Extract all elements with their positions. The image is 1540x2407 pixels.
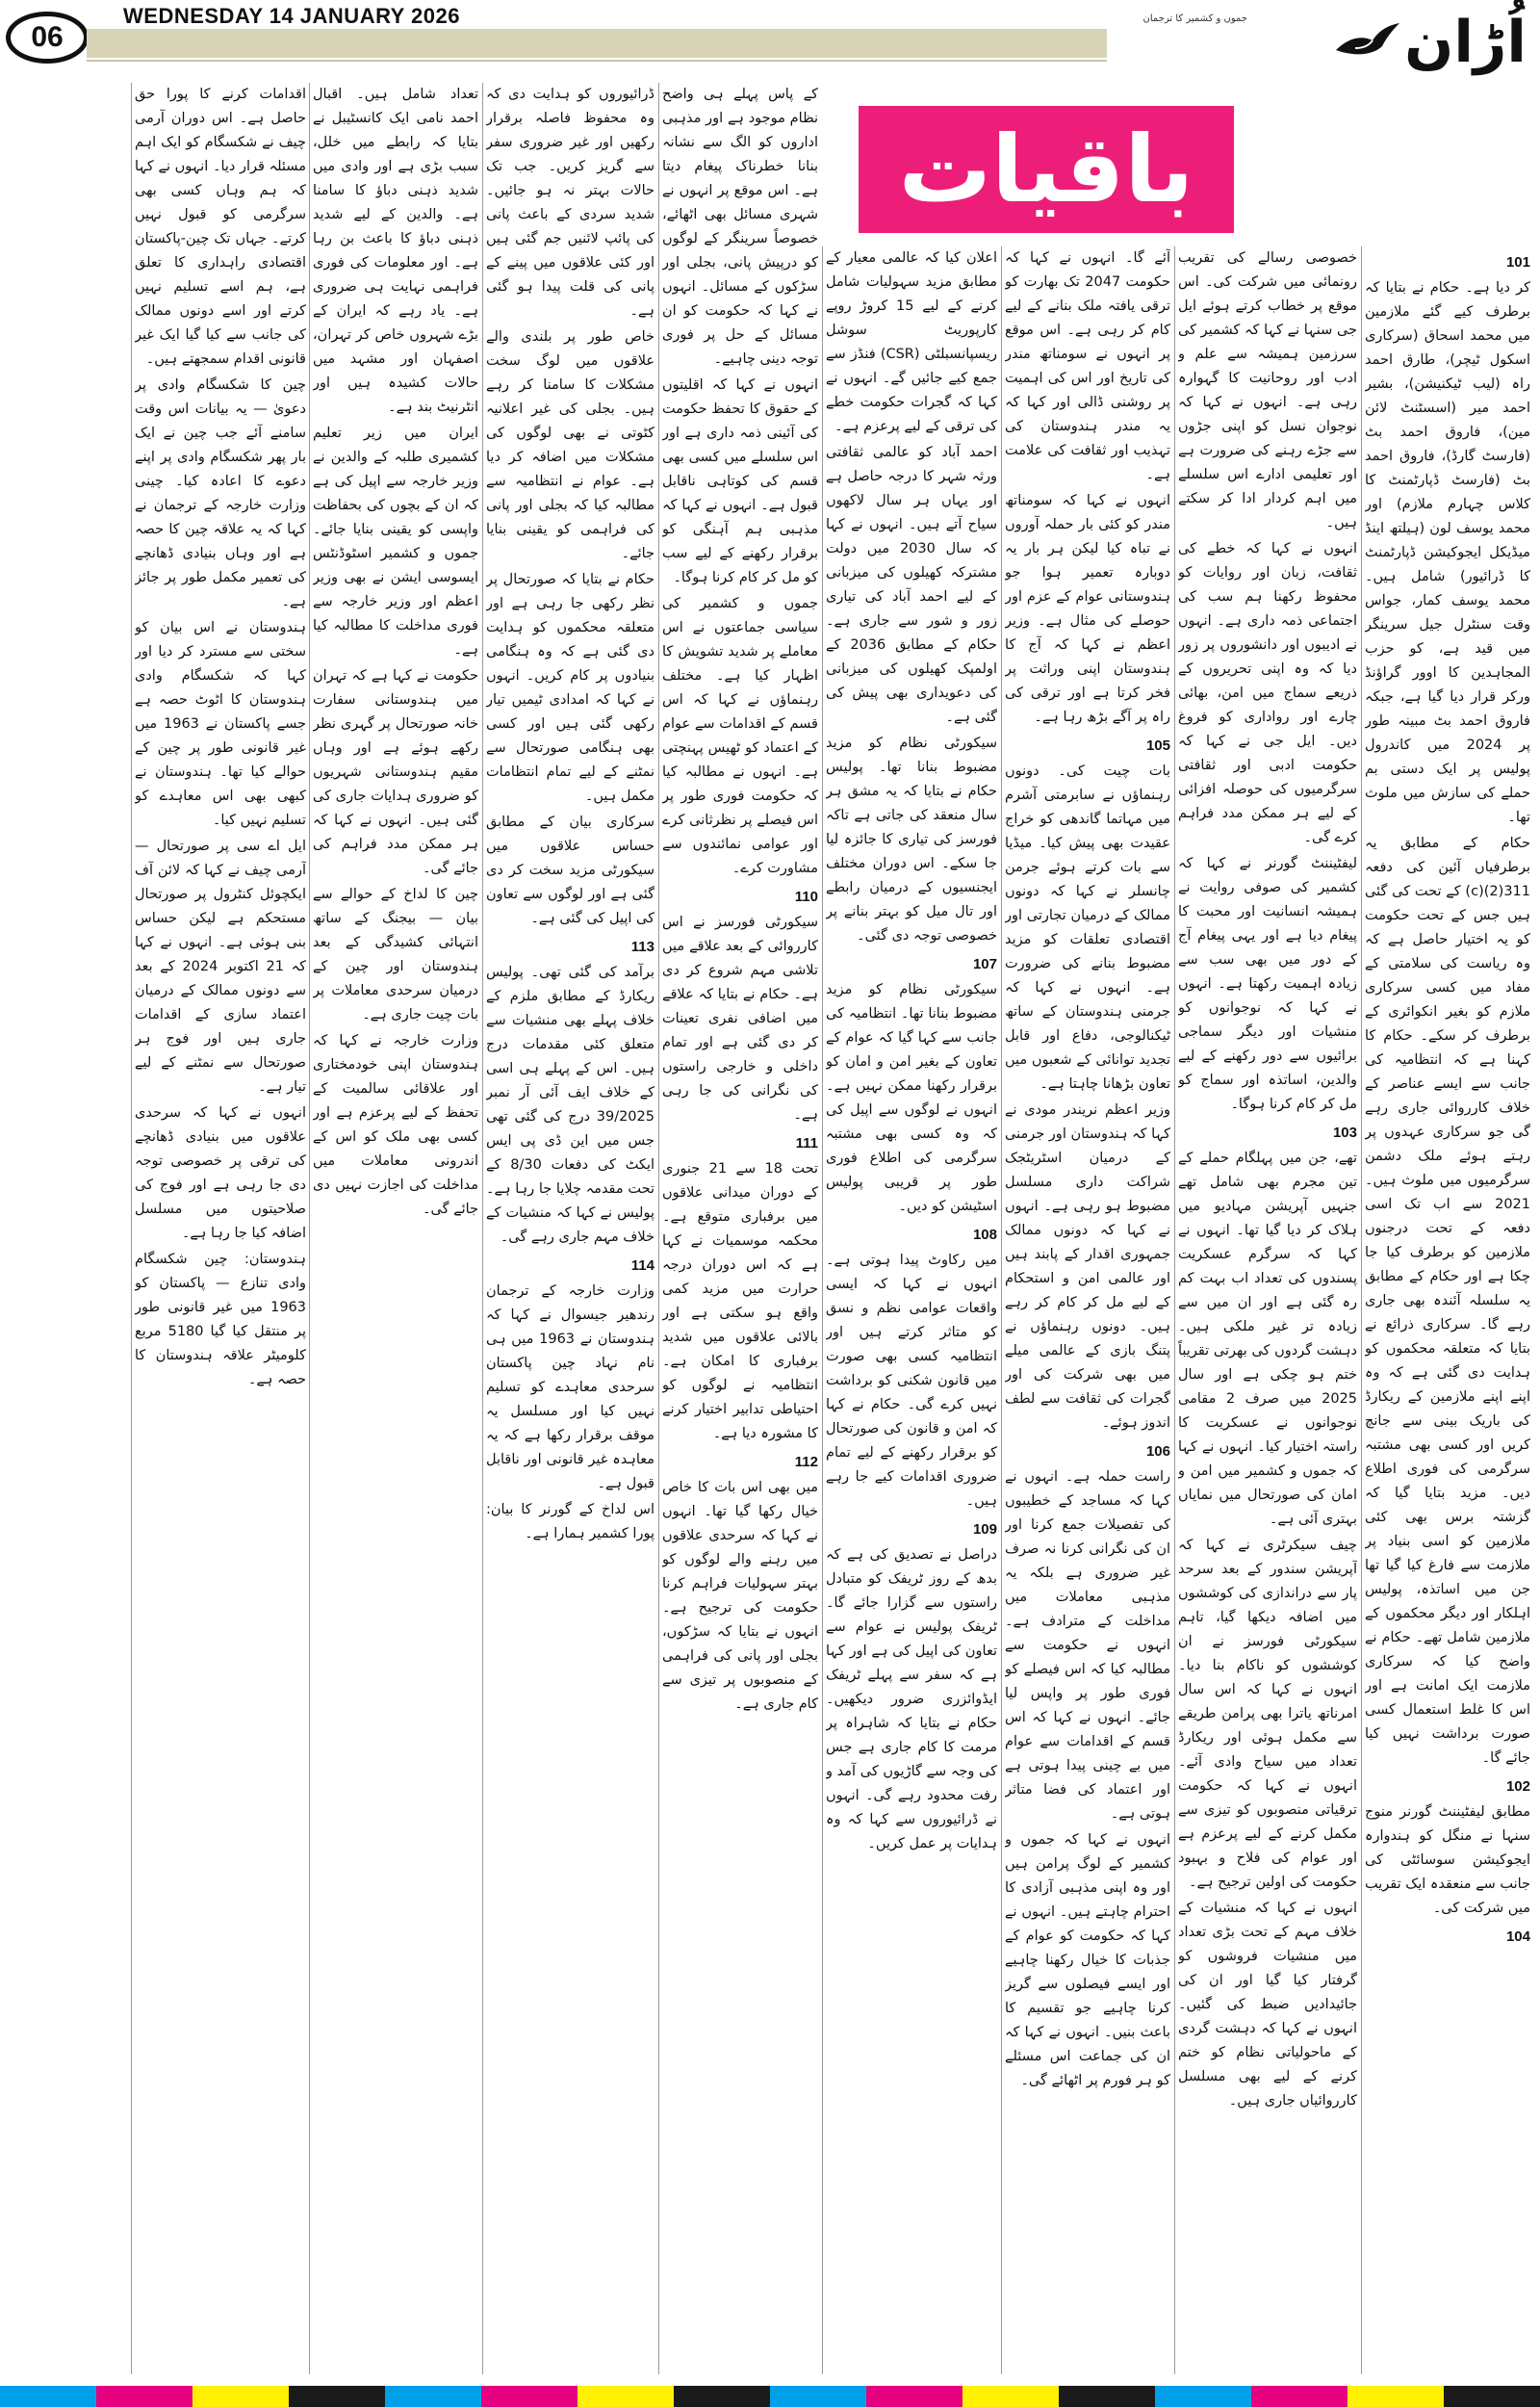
news-column	[1005, 246, 1170, 2374]
bird-icon	[1334, 21, 1401, 64]
article-paragraph: چین کا لداخ کے حوالے سے بیان — بیجنگ کے ساتھ انتہائی کشیدگی کے بعد ہندوستان اور چین کے درمیان سرحدی معاملات پر بات چیت جاری ہے۔	[313, 887, 478, 1022]
color-swatch	[1444, 2386, 1540, 2407]
column-rule	[658, 83, 659, 2374]
article-paragraph: جموں و کشمیر کی سیاسی جماعتوں نے اس معاملے پر شدید تشویش کا اظہار کیا ہے۔ مختلف رہنماؤں نے کہا کہ اس قسم کے اقدامات سے عوام کے اعتماد کو ٹھیس پہنچتی ہے۔ انہوں نے مطالبہ کیا کہ حکومت فوری طور پر اس فیصلے پر نظرثانی کرے اور عوامی نمائندوں سے مشاورت کرے۔	[662, 596, 818, 876]
article-paragraph: ہندوستان: چین شکسگام وادی تنازع — پاکستان کو 1963 میں غیر قانونی طور پر منتقل کیا گیا 5180 مربع کلومیٹر علاقہ ہندوستان کا حصہ ہے۔	[135, 1252, 306, 1387]
continuation-number: 107	[972, 956, 997, 972]
column-rule	[822, 246, 823, 2374]
article-paragraph: اعلان کیا کہ عالمی معیار کے مطابق مزید سہولیات شامل کرنے کے لیے 15 کروڑ روپے کارپوریٹ سوشل ریسپانسبلٹی (CSR) فنڈز سے جمع کیے جائیں گے۔ انہوں نے کہا کہ گجرات حکومت خطے کی ترقی کے لیے پرعزم ہے۔	[826, 250, 997, 434]
article-paragraph: ڈرائیوروں کو ہدایت دی کہ وہ محفوظ فاصلہ برقرار رکھیں اور غیر ضروری سفر سے گریز کریں۔ جب تک حالات بہتر نہ ہو جائیں۔ شدید سردی کے باعث پانی کی پائپ لائنیں جم گئی ہیں اور کئی علاقوں میں پینے کے پانی کی قلت پیدا ہو گئی ہے۔	[486, 87, 654, 319]
masthead-logo	[1142, 4, 1527, 81]
continuation-number: 108	[972, 1227, 997, 1243]
article-paragraph: تعداد شامل ہیں۔ اقبال احمد نامی ایک کانسٹیبل نے بتایا کہ رابطے میں خلل، سبب بڑی ہے اور وادی میں شدید ذہنی دباؤ کا سامنا ہے۔ والدین کے لیے شدید ذہنی دباؤ کا باعث بن رہا ہے۔ اور معلومات کی فوری فراہمی نہایت ہی ضروری ہے۔ یاد رہے کہ ایران کے بڑے شہروں خاص کر تہران، اصفہان اور مشہد میں حالات کشیدہ ہیں اور انٹرنیٹ بند ہے۔	[313, 87, 478, 415]
article-paragraph: اقدامات کرنے کا پورا حق حاصل ہے۔ اس دوران آرمی چیف نے شکسگام کو ایک اہم مسئلہ قرار دیا۔ انہوں نے کہا کہ ہم وہاں کسی بھی سرگرمی کو قبول نہیں کرتے۔ جہاں تک چین-پاکستان اقتصادی راہداری کا تعلق ہے، ہم اسے تسلیم نہیں کرتے اور اسے دونوں ممالک کی جانب سے کیا گیا ایک غیر قانونی اقدام سمجھتے ہیں۔	[135, 87, 306, 367]
column-rule	[131, 83, 132, 2374]
news-column	[135, 83, 306, 2374]
continuation-number: 105	[1145, 738, 1170, 754]
color-swatch	[674, 2386, 770, 2407]
article-paragraph: برآمد کی گئی تھی۔ پولیس ریکارڈ کے مطابق ملزم کے خلاف پہلے بھی منشیات سے متعلق کئی مقدمات درج ہیں۔ اس کے پہلے ہی اسی کے خلاف ایف آئی آر نمبر 39/2025 درج کی گئی تھی جس میں این ڈی پی ایس ایکٹ کی دفعات 8/30 کے تحت مقدمہ چلایا جا رہا ہے۔ پولیس نے کہا کہ منشیات کے خلاف مہم جاری رہے گی۔	[486, 965, 654, 1245]
color-swatch	[1251, 2386, 1348, 2407]
article-paragraph: انہوں نے کہا کہ منشیات کے خلاف مہم کے تحت بڑی تعداد میں منشیات فروشوں کو گرفتار کیا گیا اور ان کی جائیدادیں ضبط کی گئیں۔ انہوں نے کہا کہ دہشت گردی کے ماحولیاتی نظام کو ختم کرنے کے لیے بھی مسلسل کارروائیاں جاری ہیں۔	[1178, 1901, 1357, 2109]
section-banner	[859, 106, 1234, 233]
article-paragraph: انہوں نے کہا کہ اقلیتوں کے حقوق کا تحفظ حکومت کی آئینی ذمہ داری ہے اور اس سلسلے میں کسی بھی قسم کی کوتاہی ناقابل قبول ہے۔ انہوں نے کہا کہ مذہبی ہم آہنگی کو برقرار رکھنے کے لیے سب کو مل کر کام کرنا ہوگا۔	[662, 377, 818, 585]
masthead-tagline: جموں و کشمیر کا ترجمان	[1142, 13, 1247, 24]
continuation-number: 102	[1505, 1778, 1530, 1795]
news-column	[486, 83, 654, 2374]
article-paragraph: تھے، جن میں پہلگام حملے کے تین مجرم بھی شامل تھے جنہیں آپریشن مہادیو میں ہلاک کر دیا گیا تھا۔ انہوں نے کہا کہ سرگرم عسکریت پسندوں کی تعداد اب بہت کم رہ گئی ہے اور ان میں سے زیادہ تر غیر ملکی ہیں۔ دہشت گردوں کی بھرتی تقریباً ختم ہو چکی ہے اور سال 2025 میں صرف 2 مقامی نوجوانوں نے عسکریت کا راستہ اختیار کیا۔ انہوں نے کہا کہ جموں و کشمیر میں امن و امان کی صورتحال میں نمایاں بہتری آئی ہے۔	[1178, 1151, 1357, 1527]
article-paragraph: انہوں نے کہا کہ سومناتھ مندر کو کئی بار حملہ آوروں نے تباہ کیا لیکن ہر بار یہ دوبارہ تعمیر ہوا جو ہندوستانی عوام کے عزم اور حوصلے کی مثال ہے۔ وزیر اعظم نے کہا کہ آج کا ہندوستان اپنی وراثت پر فخر کرتا ہے اور ترقی کی راہ پر آگے بڑھ رہا ہے۔	[1005, 493, 1170, 725]
continuation-number: 114	[630, 1257, 654, 1274]
color-swatch	[1155, 2386, 1251, 2407]
color-swatch	[866, 2386, 962, 2407]
section-banner-title: باقیات	[898, 116, 1194, 223]
article-paragraph: سیکورٹی فورسز نے اس کارروائی کے بعد علاقے میں تلاشی مہم شروع کر دی ہے۔ حکام نے بتایا کہ علاقے میں اضافی نفری تعینات کر دی گئی ہے اور تمام داخلی و خارجی راستوں کی نگرانی کی جا رہی ہے۔	[662, 915, 818, 1123]
article-paragraph: چین کا شکسگام وادی پر دعویٰ — یہ بیانات اس وقت سامنے آئے جب چین نے ایک بار پھر شکسگام وادی پر اپنے دعوے کا اعادہ کیا۔ چینی وزارت خارجہ کے ترجمان نے کہا کہ یہ علاقہ چین کا حصہ ہے اور وہاں بنیادی ڈھانچے کی تعمیر مکمل طور پر جائز ہے۔	[135, 377, 306, 609]
color-swatch	[481, 2386, 578, 2407]
article-paragraph: حکام نے بتایا کہ صورتحال پر نظر رکھی جا رہی ہے اور متعلقہ محکموں کو ہدایت دی گئی ہے کہ وہ ہنگامی بنیادوں پر کام کریں۔ انہوں نے کہا کہ امدادی ٹیمیں تیار رکھی گئی ہیں اور کسی بھی ہنگامی صورتحال سے نمٹنے کے لیے تمام انتظامات مکمل ہیں۔	[486, 572, 654, 804]
article-paragraph: حکام کے مطابق یہ برطرفیاں آئین کی دفعہ 311(2)(c) کے تحت کی گئی ہیں جس کے تحت حکومت کو یہ اختیار حاصل ہے کہ وہ ریاست کی سلامتی کے مفاد میں کسی سرکاری ملازم کو بغیر انکوائری کے برطرف کر سکے۔ حکام کا کہنا ہے کہ انتظامیہ کی جانب سے ایسے عناصر کے خلاف کارروائی جاری رہے گی جو سرکاری عہدوں پر رہتے ہوئے ملک دشمن سرگرمیوں میں ملوث ہیں۔ 2021 سے اب تک اسی دفعہ کے تحت درجنوں ملازمین کو برطرف کیا جا چکا ہے اور حکام کے مطابق یہ سلسلہ آئندہ بھی جاری رہے گا۔ سرکاری ذرائع نے بتایا کہ متعلقہ محکموں کو ہدایت دی گئی ہے کہ وہ اپنے اپنے ملازمین کے ریکارڈ کی باریک بینی سے جانچ کریں اور کسی بھی مشتبہ سرگرمی کی فوری اطلاع دیں۔ مزید بتایا گیا کہ گزشتہ برس بھی کئی ملازمین کو اسی بنیاد پر ملازمت سے فارغ کیا گیا تھا جن میں اساتذہ، پولیس اہلکار اور دیگر محکموں کے ملازمین شامل تھے۔ حکام نے واضح کیا کہ سرکاری ملازمت ایک امانت ہے اور اس کا غلط استعمال کسی صورت برداشت نہیں کیا جائے گا۔	[1365, 836, 1530, 1766]
page-number-badge	[6, 12, 89, 64]
continuation-number: 104	[1505, 1928, 1530, 1945]
article-paragraph: ہندوستان نے اس بیان کو سختی سے مسترد کر دیا اور کہا کہ شکسگام وادی ہندوستان کا اٹوٹ حصہ ہے جسے پاکستان نے 1963 میں غیر قانونی طور پر چین کے حوالے کیا تھا۔ ہندوستان نے کبھی بھی اس معاہدے کو تسلیم نہیں کیا۔	[135, 620, 306, 828]
article-paragraph: تحت 18 سے 21 جنوری کے دوران میدانی علاقوں میں برفباری متوقع ہے۔ محکمہ موسمیات نے کہا ہے کہ اس دوران درجہ حرارت میں مزید کمی واقع ہو سکتی ہے اور بالائی علاقوں میں شدید برفباری کا امکان ہے۔ انتظامیہ نے لوگوں کو احتیاطی تدابیر اختیار کرنے کا مشورہ دیا ہے۔	[662, 1161, 818, 1441]
article-paragraph: چیف سیکرٹری نے کہا کہ آپریشن سندور کے بعد سرحد پار سے دراندازی کی کوششوں میں اضافہ دیکھا گیا، تاہم سیکورٹی فورسز نے ان کوششوں کو ناکام بنا دیا۔ انہوں نے کہا کہ اس سال امرناتھ یاترا بھی پرامن طریقے سے مکمل ہوئی اور ریکارڈ تعداد میں سیاح وادی آئے۔ انہوں نے کہا کہ حکومت ترقیاتی منصوبوں کو تیزی سے مکمل کرنے کے لیے پرعزم ہے اور عوام کی فلاح و بہبود حکومت کی اولین ترجیح ہے۔	[1178, 1538, 1357, 1890]
article-paragraph: بات چیت کی۔ دونوں رہنماؤں نے سابرمتی آشرم میں مہاتما گاندھی کو خراج عقیدت بھی پیش کیا۔ میڈیا سے بات کرتے ہوئے جرمن چانسلر نے کہا کہ دونوں ممالک کے درمیان تجارتی اور اقتصادی تعلقات کو مزید مضبوط بنانے کی ضرورت ہے۔ انہوں نے کہا کہ جرمنی ہندوستان کے ساتھ ٹیکنالوجی، دفاع اور قابل تجدید توانائی کے شعبوں میں تعاون بڑھانا چاہتا ہے۔	[1005, 764, 1170, 1092]
article-paragraph: راست حملہ ہے۔ انہوں نے کہا کہ مساجد کے خطیبوں کی تفصیلات جمع کرنا اور ان کی نگرانی کرنا نہ صرف غیر ضروری ہے بلکہ یہ مذہبی معاملات میں مداخلت کے مترادف ہے۔ انہوں نے حکومت سے مطالبہ کیا کہ اس فیصلے کو فوری طور پر واپس لیا جائے۔ انہوں نے کہا کہ اس قسم کے اقدامات سے عوام میں بے چینی پیدا ہوتی ہے اور اعتماد کی فضا متاثر ہوتی ہے۔	[1005, 1469, 1170, 1822]
masthead-logo-text: اُڑان	[1404, 9, 1527, 76]
news-column	[662, 83, 818, 2374]
color-swatch	[962, 2386, 1059, 2407]
article-paragraph: کے پاس پہلے ہی واضح نظام موجود ہے اور مذہبی اداروں کو الگ سے نشانہ بنانا خطرناک پیغام دیتا ہے۔ اس موقع پر انہوں نے شہری مسائل بھی اٹھائے، خصوصاً سرینگر کے لوگوں کو درپیش پانی، بجلی اور سڑکوں کے مسائل۔ انہوں نے کہا کہ حکومت کو ان مسائل کے حل پر فوری توجہ دینی چاہیے۔	[662, 87, 818, 367]
article-paragraph: وزارت خارجہ نے کہا کہ ہندوستان اپنی خودمختاری اور علاقائی سالمیت کے تحفظ کے لیے پرعزم ہے اور کسی بھی ملک کو اس کے اندرونی معاملات میں مداخلت کی اجازت نہیں دی جائے گی۔	[313, 1033, 478, 1217]
header-divider	[87, 60, 1107, 62]
article-paragraph: خاص طور پر بلندی والے علاقوں میں لوگ سخت مشکلات کا سامنا کر رہے ہیں۔ بجلی کی غیر اعلانیہ کٹوتی نے بھی لوگوں کی مشکلات میں اضافہ کر دیا ہے۔ عوام نے انتظامیہ سے مطالبہ کیا کہ بجلی اور پانی کی فراہمی کو یقینی بنایا جائے۔	[486, 329, 654, 561]
color-registration-strip	[0, 2386, 1540, 2407]
continuation-number: 109	[972, 1521, 997, 1538]
color-swatch	[770, 2386, 866, 2407]
continuation-number: 110	[794, 889, 818, 905]
continuation-number: 103	[1332, 1125, 1357, 1141]
article-paragraph: سیکورٹی نظام کو مزید مضبوط بنانا تھا۔ پولیس حکام نے بتایا کہ یہ مشق ہر سال منعقد کی جاتی ہے تاکہ فورسز کی تیاری کا جائزہ لیا جا سکے۔ اس دوران مختلف ایجنسیوں کے درمیان رابطے اور تال میل کو بہتر بنانے پر خصوصی توجہ دی گئی۔	[826, 736, 997, 944]
page-number: 06	[31, 21, 64, 53]
article-paragraph: میں بھی اس بات کا خاص خیال رکھا گیا تھا۔ انہوں نے کہا کہ سرحدی علاقوں میں رہنے والے لوگوں کو بہتر سہولیات فراہم کرنا حکومت کی ترجیح ہے۔ انہوں نے بتایا کہ سڑکوں، بجلی اور پانی کی فراہمی کے منصوبوں پر تیزی سے کام جاری ہے۔	[662, 1480, 818, 1712]
color-swatch	[578, 2386, 674, 2407]
article-paragraph: وزیر اعظم نریندر مودی نے کہا کہ ہندوستان اور جرمنی کے درمیان اسٹریٹجک شراکت داری مسلسل مضبوط ہو رہی ہے۔ انہوں نے کہا کہ دونوں ممالک جمہوری اقدار کے پابند ہیں اور عالمی امن و استحکام کے لیے مل کر کام کر رہے ہیں۔ دونوں رہنماؤں نے پتنگ بازی کے عالمی میلے میں بھی شرکت کی اور گجرات کی ثقافت سے لطف اندوز ہوئے۔	[1005, 1102, 1170, 1431]
news-column	[1178, 246, 1357, 2374]
article-paragraph: ایران میں زیر تعلیم کشمیری طلبہ کے والدین نے وزیر خارجہ سے اپیل کی ہے کہ ان کے بچوں کی بحفاظت واپسی کو یقینی بنایا جائے۔ جموں و کشمیر اسٹوڈنٹس ایسوسی ایشن نے بھی وزیر اعظم اور وزیر خارجہ سے فوری مداخلت کا مطالبہ کیا ہے۔	[313, 426, 478, 658]
article-paragraph: حکومت نے کہا ہے کہ تہران میں ہندوستانی سفارت خانہ صورتحال پر گہری نظر رکھے ہوئے ہے اور وہاں مقیم ہندوستانی شہریوں کو ضروری ہدایات جاری کی گئی ہیں۔ انہوں نے کہا کہ ہر ممکن مدد فراہم کی جائے گی۔	[313, 668, 478, 876]
color-swatch	[385, 2386, 481, 2407]
header-bar	[87, 29, 1107, 58]
article-paragraph: احمد آباد کو عالمی ثقافتی ورثہ شہر کا درجہ حاصل ہے اور یہاں ہر سال لاکھوں سیاح آتے ہیں۔ انہوں نے کہا کہ سال 2030 میں دولت مشترکہ کھیلوں کی میزبانی کے لیے احمد آباد کی تیاری زور و شور سے جاری ہے۔ حکام کے مطابق 2036 کے اولمپک کھیلوں کی میزبانی کی دعویداری بھی پیش کی گئی ہے۔	[826, 445, 997, 725]
continuation-number: 101	[1505, 254, 1530, 271]
news-column	[1365, 246, 1530, 2374]
article-paragraph: انہوں نے کہا کہ سرحدی علاقوں میں بنیادی ڈھانچے کی ترقی پر خصوصی توجہ دی جا رہی ہے اور فوج کی صلاحیتوں میں مسلسل اضافہ کیا جا رہا ہے۔	[135, 1105, 306, 1241]
article-paragraph: سیکورٹی نظام کو مزید مضبوط بنانا تھا۔ انتظامیہ کی جانب سے کہا گیا کہ عوام کے تعاون کے بغیر امن و امان کو برقرار رکھنا ممکن نہیں ہے۔ انہوں نے لوگوں سے اپیل کی کہ وہ کسی بھی مشتبہ سرگرمی کی اطلاع فوری طور پر قریبی پولیس اسٹیشن کو دیں۔	[826, 982, 997, 1214]
continuation-number: 111	[795, 1135, 818, 1152]
article-paragraph: میں رکاوٹ پیدا ہوتی ہے۔ انہوں نے کہا کہ ایسی واقعات عوامی نظم و نسق کو متاثر کرتے ہیں اور انتظامیہ کسی بھی صورت میں قانون شکنی کو برداشت نہیں کرے گی۔ حکام نے کہا کہ امن و قانون کی صورتحال کو برقرار رکھنے کے لیے تمام ضروری اقدامات کیے جا رہے ہیں۔	[826, 1253, 997, 1509]
column-rule	[309, 83, 310, 2374]
column-rule	[482, 83, 483, 2374]
article-paragraph: لیفٹیننٹ گورنر نے کہا کہ کشمیر کی صوفی روایت نے ہمیشہ انسانیت اور محبت کا پیغام دیا ہے اور یہی پیغام آج کے دور میں بھی سب سے زیادہ اہمیت رکھتا ہے۔ انہوں نے کہا کہ نوجوانوں کو منشیات اور دیگر سماجی برائیوں سے دور رکھنے کے لیے والدین، اساتذہ اور سماج کو مل کر کام کرنا ہوگا۔	[1178, 856, 1357, 1112]
continuation-number: 106	[1145, 1443, 1170, 1460]
column-rule	[1361, 246, 1362, 2374]
article-paragraph: خصوصی رسالے کی تقریب رونمائی میں شرکت کی۔ اس موقع پر خطاب کرتے ہوئے ایل جی سنہا نے کہا کہ کشمیر کی سرزمین ہمیشہ سے علم و ادب اور روحانیت کا گہوارہ رہی ہے۔ انہوں نے کہا کہ نوجوان نسل کو اپنی جڑوں سے جڑے رہنے کی ضرورت ہے اور تعلیمی ادارے اس سلسلے میں اہم کردار ادا کر سکتے ہیں۔	[1178, 250, 1357, 531]
color-swatch	[1059, 2386, 1155, 2407]
article-paragraph: وزارت خارجہ کے ترجمان رندھیر جیسوال نے کہا کہ ہندوستان نے 1963 میں ہی نام نہاد چین پاکستان سرحدی معاہدے کو تسلیم نہیں کیا اور مسلسل یہ موقف برقرار رکھا ہے کہ یہ معاہدہ غیر قانونی اور ناقابل قبول ہے۔	[486, 1283, 654, 1491]
article-paragraph: ایل اے سی پر صورتحال — آرمی چیف نے کہا کہ لائن آف ایکچوئل کنٹرول پر صورتحال مستحکم ہے لیکن حساس بنی ہوئی ہے۔ انہوں نے کہا کہ 21 اکتوبر 2024 کے بعد سے دونوں ممالک کے درمیان اعتماد سازی کے اقدامات جاری ہیں اور فوج ہر صورتحال سے نمٹنے کے لیے تیار ہے۔	[135, 839, 306, 1095]
column-rule	[1001, 246, 1002, 2374]
news-column	[313, 83, 478, 2374]
color-swatch	[192, 2386, 289, 2407]
article-paragraph: مطابق لیفٹیننٹ گورنر منوج سنہا نے منگل کو ہندوارہ ایجوکیشن سوسائٹی کی جانب سے منعقدہ ایک تقریب میں شرکت کی۔	[1365, 1804, 1530, 1916]
continuation-number: 113	[630, 939, 654, 955]
article-paragraph: اس لداخ کے گورنر کا بیان: پورا کشمیر ہمارا ہے۔	[486, 1502, 654, 1541]
article-paragraph: انہوں نے کہا کہ خطے کی ثقافت، زبان اور روایات کو محفوظ رکھنا ہم سب کی اجتماعی ذمہ داری ہے۔ انہوں نے ادیبوں اور دانشوروں پر زور دیا کہ وہ اپنی تحریروں کے ذریعے سماج میں امن، بھائی چارے اور رواداری کو فروغ دیں۔ ایل جی نے کہا کہ حکومت ادبی اور ثقافتی سرگرمیوں کی حوصلہ افزائی کے لیے ہر ممکن مدد فراہم کرے گی۔	[1178, 541, 1357, 845]
color-swatch	[1348, 2386, 1444, 2407]
article-paragraph: سرکاری بیان کے مطابق حساس علاقوں میں سیکورٹی مزید سخت کر دی گئی ہے اور لوگوں سے تعاون کی اپیل کی گئی ہے۔	[486, 815, 654, 926]
column-rule	[1174, 246, 1175, 2374]
article-paragraph: دراصل نے تصدیق کی ہے کہ بدھ کے روز ٹریفک کو متبادل راستوں سے گزارا جائے گا۔ ٹریفک پولیس نے عوام سے تعاون کی اپیل کی ہے اور کہا ہے کہ سفر سے پہلے ٹریفک ایڈوائزری ضرور دیکھیں۔ حکام نے بتایا کہ شاہراہ پر مرمت کا کام جاری ہے جس کی وجہ سے گاڑیوں کی آمد و رفت محدود رہے گی۔ انہوں نے ڈرائیوروں سے کہا کہ وہ ہدایات پر عمل کریں۔	[826, 1547, 997, 1851]
color-swatch	[96, 2386, 192, 2407]
article-paragraph: کر دیا ہے۔ حکام نے بتایا کہ برطرف کیے گئے ملازمین میں محمد اسحاق (سرکاری اسکول ٹیچر)، طارق احمد راہ (لیب ٹیکنیشن)، بشیر احمد میر (اسسٹنٹ لائن مین)، فاروق احمد بٹ (فارسٹ گارڈ)، فاروق احمد بٹ (فارسٹ ڈپارٹمنٹ کا کلاس چہارم ملازم) اور محمد یوسف لون (ہیلتھ اینڈ میڈیکل ایجوکیشن ڈپارٹمنٹ کا ڈرائیور) شامل ہیں۔ محمد یوسف کمار، جواس وقت سنٹرل جیل سرینگر میں قید ہے، کو حزب المجاہدین کا اوور گراؤنڈ ورکر قرار دیا گیا ہے، جبکہ فاروق احمد بٹ مبینہ طور پر 2024 میں کاندرول پولیس پر ایک دستی بم حملے کی سازش میں ملوث تھا۔	[1365, 280, 1530, 825]
color-swatch	[0, 2386, 96, 2407]
issue-date: WEDNESDAY 14 JANUARY 2026	[123, 4, 460, 28]
news-column	[826, 246, 997, 2374]
continuation-number: 112	[794, 1454, 818, 1470]
color-swatch	[289, 2386, 385, 2407]
article-paragraph: آئے گا۔ انہوں نے کہا کہ حکومت 2047 تک بھارت کو ترقی یافتہ ملک بنانے کے لیے کام کر رہی ہے۔ اس موقع پر انہوں نے سومناتھ مندر کی تاریخ اور اس کی اہمیت پر روشنی ڈالی اور کہا کہ یہ مندر ہندوستان کی تہذیب اور ثقافت کی علامت ہے۔	[1005, 250, 1170, 482]
article-paragraph: انہوں نے کہا کہ جموں و کشمیر کے لوگ پرامن ہیں اور وہ اپنی مذہبی آزادی کا احترام چاہتے ہیں۔ انہوں نے کہا کہ حکومت کو عوام کے جذبات کا خیال رکھنا چاہیے اور ایسے فیصلوں سے گریز کرنا چاہیے جو تقسیم کا باعث بنیں۔ انہوں نے کہا کہ ان کی جماعت اس مسئلے کو ہر فورم پر اٹھائے گی۔	[1005, 1832, 1170, 2088]
